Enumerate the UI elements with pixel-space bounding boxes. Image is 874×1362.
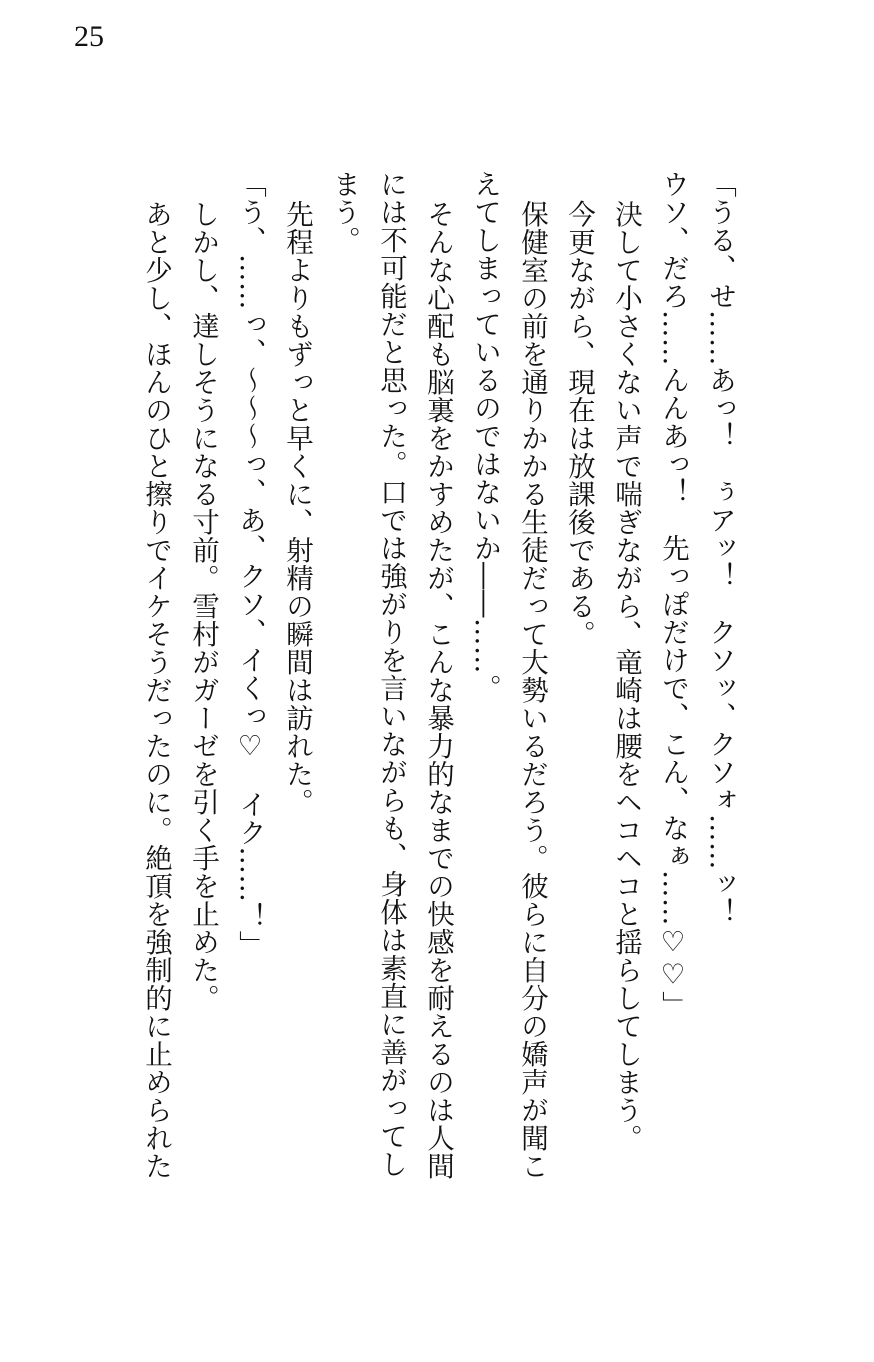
text-column-3: 決して小さくない声で喘ぎながら、竜崎は腰をヘコヘコと揺らしてしまう。: [610, 200, 642, 1152]
text-column-12: しかし、達しそうになる寸前。雪村がガーゼを引く手を止めた。: [187, 200, 219, 1012]
text-column-2: ウソ、だろ……んんあっ！ 先っぽだけで、こん、なぁ……♡♡」: [657, 170, 689, 1019]
text-column-13: あと少し、ほんのひと擦りでイケそうだったのに。絶頂を強制的に止められた: [140, 200, 172, 1180]
text-column-1: 「うる、せ……あっ！ ぅアッ！ クソッ、クソォ……ッ！: [704, 170, 736, 926]
text-column-4: 今更ながら、現在は放課後である。: [563, 200, 595, 648]
text-column-6: えてしまっているのではないか――……。: [469, 170, 501, 702]
text-column-8: には不可能だと思った。口では強がりを言いながらも、身体は素直に善がってし: [375, 170, 407, 1178]
text-column-5: 保健室の前を通りかかる生徒だって大勢いるだろう。彼らに自分の嬌声が聞こ: [516, 200, 548, 1180]
page-number: 25: [74, 20, 104, 53]
text-column-11: 「う、……っ、～～～っ、あ、クソ、イくっ♡ イク……！」: [234, 170, 266, 959]
text-column-7: そんな心配も脳裏をかすめたが、こんな暴力的なまでの快感を耐えるのは人間: [422, 200, 454, 1180]
text-column-9: まう。: [328, 170, 360, 254]
text-column-10: 先程よりもずっと早くに、射精の瞬間は訪れた。: [281, 200, 313, 816]
